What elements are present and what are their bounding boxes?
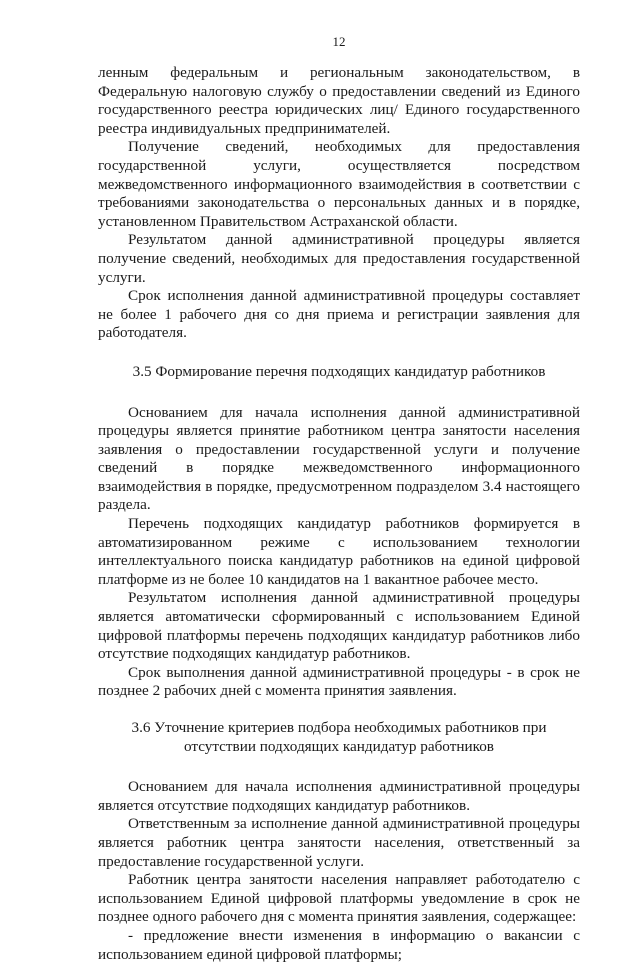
section-heading-3-5: 3.5 Формирование перечня подходящих кандидатур работников [132,362,546,380]
list-item: - предложение внести изменения в информацию о вакансии с использованием единой цифровой платформы; [98,926,580,963]
paragraph: Результатом данной административной процедуры является получение сведений, необходимых для предоставления государственной услуги. [98,231,580,286]
paragraph: Основанием для начала исполнения административной процедуры является отсутствие подходящих кандидатур работников. [98,778,580,814]
paragraph: Ответственным за исполнение данной административной процедуры является работник центра занятости населения, ответственный за предоставление государственной услуги. [98,815,580,870]
page-number: 12 [332,34,346,49]
paragraph: Срок исполнения данной административной процедуры составляет не более 1 рабочего дня со дня приема и регистрации заявления для работодателя. [98,287,580,342]
paragraph: Получение сведений, необходимых для предоставления государственной услуги, осуществляется посредством межведомственного информационного взаимодействия в соответствии с требованиями законодательства о персональных данных и в порядке, установленном Правительством Астраханской области. [98,138,580,230]
section-3-6-body [98,778,580,964]
paragraph-continuation: ленным федеральным и региональным законодательством, в Федеральную налоговую службу о предоставлении сведений из Единого государственного реестра юридических лиц/ Единого государственного реестра индивидуальных предпринимателей. [98,64,580,137]
paragraph: Работник центра занятости населения направляет работодателю с использованием Единой цифровой платформы уведомление в срок не позднее одного рабочего дня с момента принятия заявления, содержащее: [98,871,580,926]
section-3-5-body [98,404,580,702]
paragraph: Результатом исполнения данной административной процедуры является автоматически сформированный с использованием Единой цифровой платформы перечень подходящих кандидатур работников либо отсутствие подходящих кандидатур работников. [98,589,580,663]
paragraph: Основанием для начала исполнения данной административной процедуры является принятие работником центра занятости населения заявления о предоставлении государственной услуги и получение сведений в порядке межведомственного информационного взаимодействия в порядке, предусмотренном подразделом 3.4 настоящего раздела. [98,403,580,514]
intro-block [98,64,580,343]
paragraph: Перечень подходящих кандидатур работников формируется в автоматизированном режиме с использованием технологии интеллектуального поиска кандидатур работников на единой цифровой платформе из не более 10 кандидатов на 1 вакантное рабочее место. [98,515,580,588]
section-heading-3-6: 3.6 Уточнение критериев подбора необходимых работников при отсутствии подходящих кандидатур работников [131,719,547,755]
paragraph: Срок выполнения данной административной процедуры - в срок не позднее 2 рабочих дней с момента принятия заявления. [98,663,580,700]
